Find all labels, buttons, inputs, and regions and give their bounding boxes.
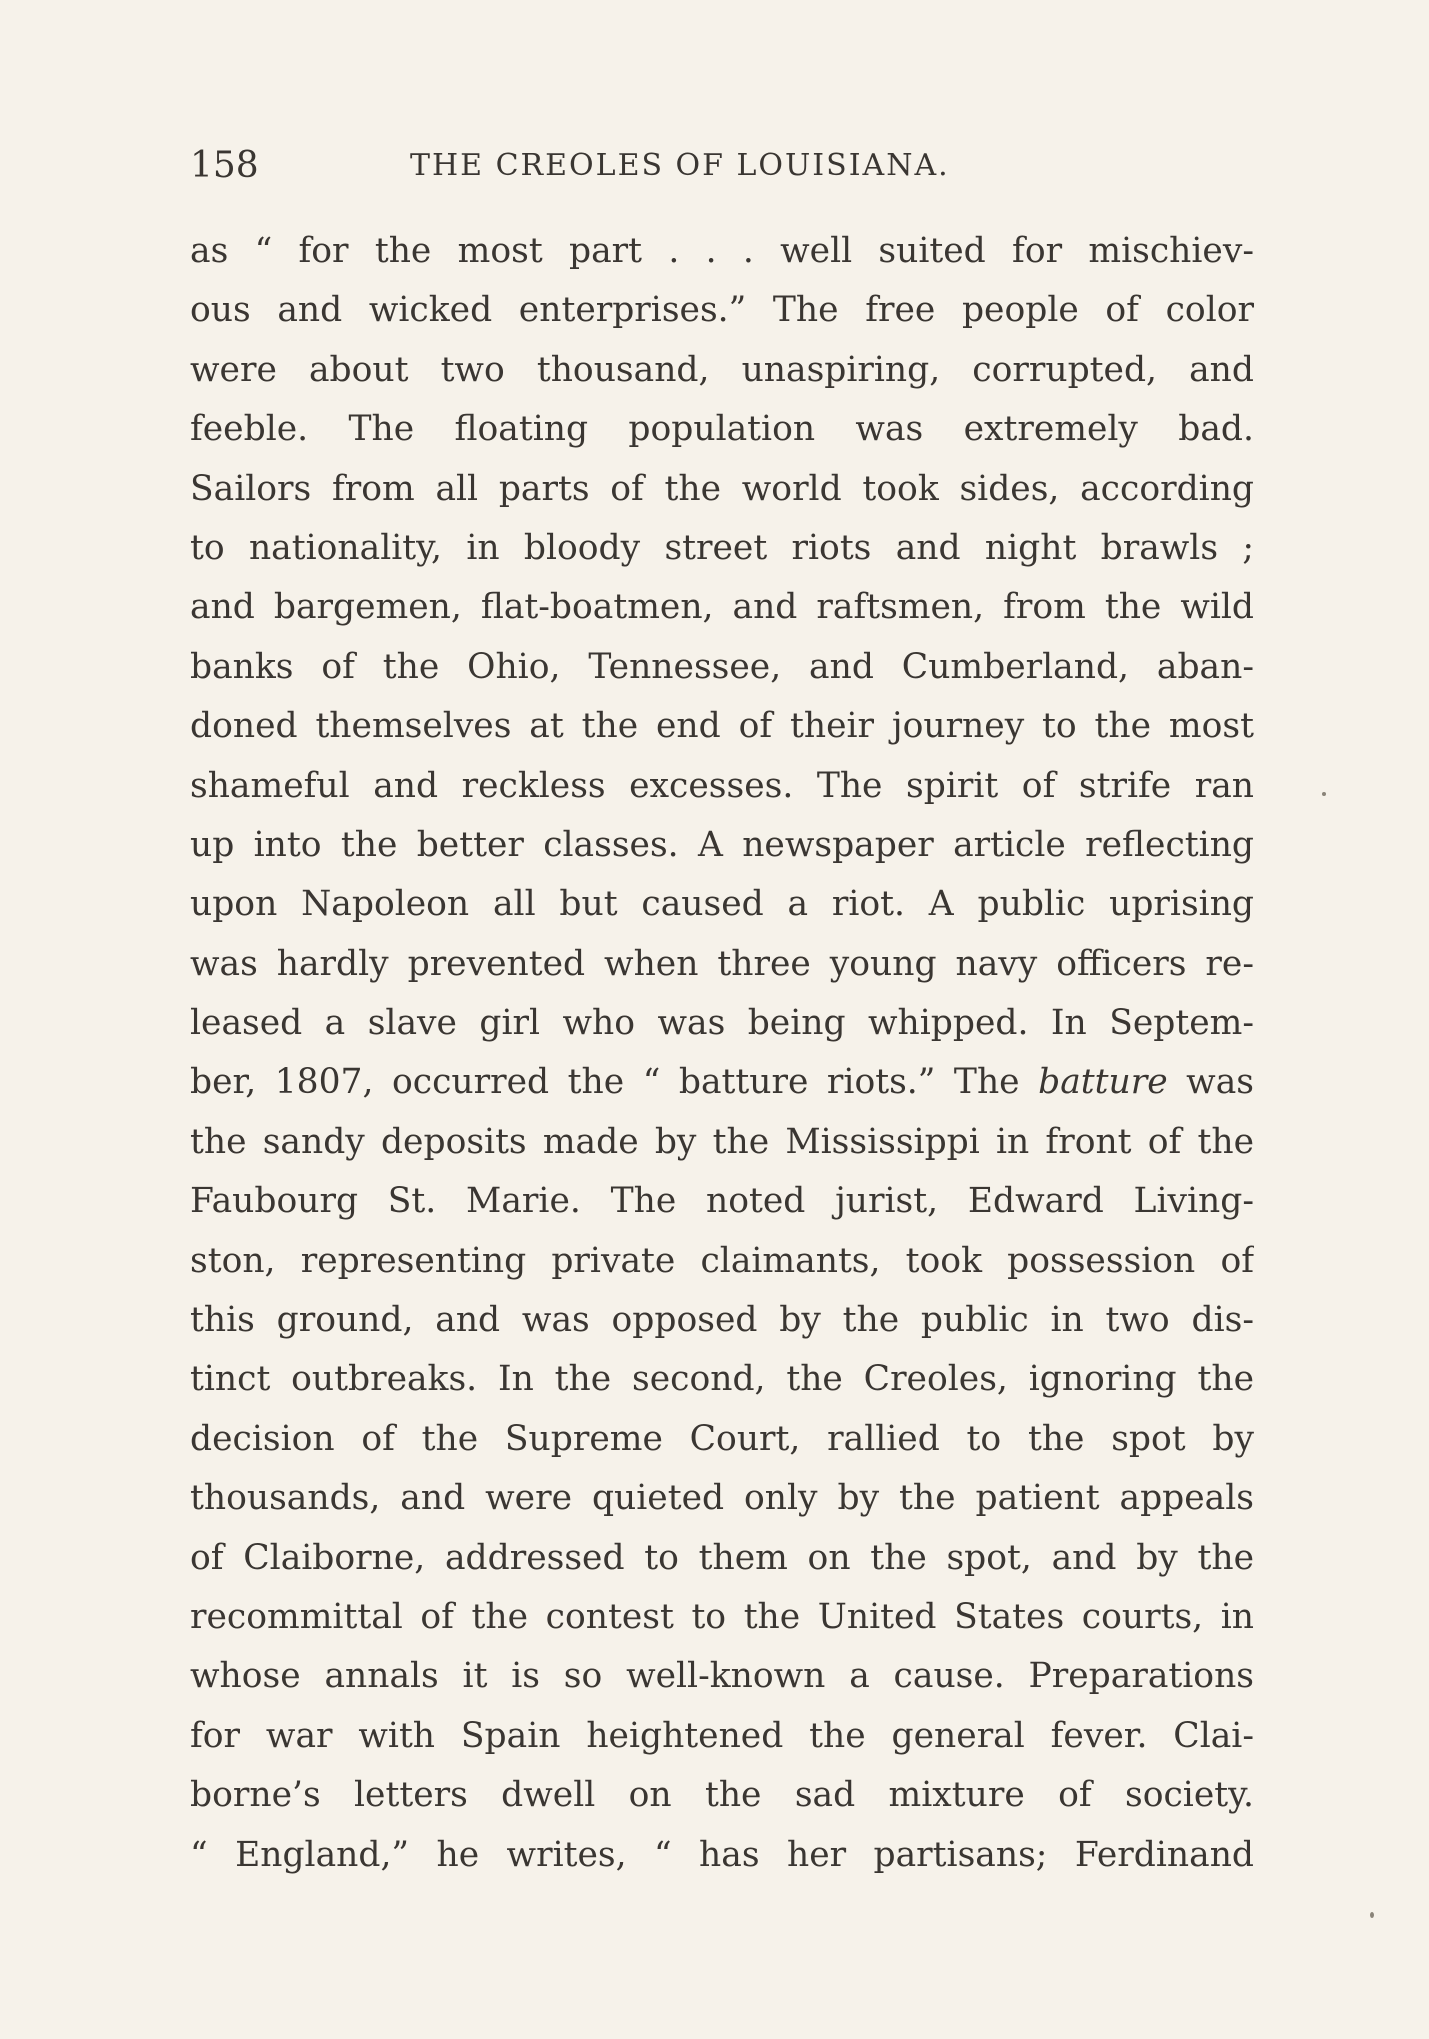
text-line: and bargemen, flat-boatmen, and raftsmen, from the wild xyxy=(190,587,1254,628)
text-line: whose annals it is so well-known a cause. Preparations xyxy=(190,1656,1254,1697)
text-line: tinct outbreaks. In the second, the Creoles, ignoring the xyxy=(190,1359,1254,1400)
text-line: as “ for the most part . . . well suited for mischiev- xyxy=(190,231,1254,271)
text-line: was hardly prevented when three young navy officers re- xyxy=(190,943,1254,984)
text-line: to nationality, in bloody street riots and night brawls ; xyxy=(190,527,1254,568)
text-line: recommittal of the contest to the United States courts, in xyxy=(190,1596,1254,1637)
text-line: up into the better classes. A newspaper article reflecting xyxy=(190,824,1254,865)
text-line-with-italic xyxy=(190,1053,1254,1112)
text-line: decision of the Supreme Court, rallied to the spot by xyxy=(190,1418,1254,1459)
text-line: ous and wicked enterprises.” The free people of color xyxy=(190,290,1254,331)
text-line: ston, representing private claimants, took possession of xyxy=(190,1240,1254,1281)
text-line: Faubourg St. Marie. The noted jurist, Edward Living- xyxy=(190,1181,1254,1222)
text-line: “ England,” he writes, “ has her partisans; Ferdinand xyxy=(190,1834,1254,1875)
text-line: leased a slave girl who was being whipped. In Septem- xyxy=(190,1003,1254,1044)
text-segment: ber, 1807, occurred the “ batture riots.” The xyxy=(190,1062,1039,1103)
text-line: doned themselves at the end of their journey to the most xyxy=(190,706,1254,747)
text-line: feeble. The floating population was extremely bad. xyxy=(190,409,1254,450)
body-text xyxy=(190,222,1254,1885)
running-title: THE CREOLES OF LOUISIANA. xyxy=(410,148,950,183)
paper-speck xyxy=(1370,1912,1374,1918)
page-header xyxy=(190,140,1254,192)
text-segment: was xyxy=(1167,1062,1254,1103)
text-line: this ground, and was opposed by the public in two dis- xyxy=(190,1300,1254,1341)
text-line: the sandy deposits made by the Mississippi in front of the xyxy=(190,1121,1254,1162)
italic-word-batture: batture xyxy=(1038,1062,1168,1103)
text-line: upon Napoleon all but caused a riot. A public uprising xyxy=(190,884,1254,925)
paper-speck xyxy=(1322,792,1326,796)
text-line: of Claiborne, addressed to them on the spot, and by the xyxy=(190,1537,1254,1578)
text-line: borne’s letters dwell on the sad mixture of society. xyxy=(190,1775,1254,1816)
page-number: 158 xyxy=(190,145,259,186)
text-line: Sailors from all parts of the world took sides, according xyxy=(190,468,1254,509)
text-line: for war with Spain heightened the general fever. Clai- xyxy=(190,1715,1254,1756)
text-line: were about two thousand, unaspiring, corrupted, and xyxy=(190,349,1254,390)
text-line: shameful and reckless excesses. The spirit of strife ran xyxy=(190,765,1254,806)
text-line: banks of the Ohio, Tennessee, and Cumberland, aban- xyxy=(190,646,1254,687)
text-line: thousands, and were quieted only by the patient appeals xyxy=(190,1478,1254,1519)
